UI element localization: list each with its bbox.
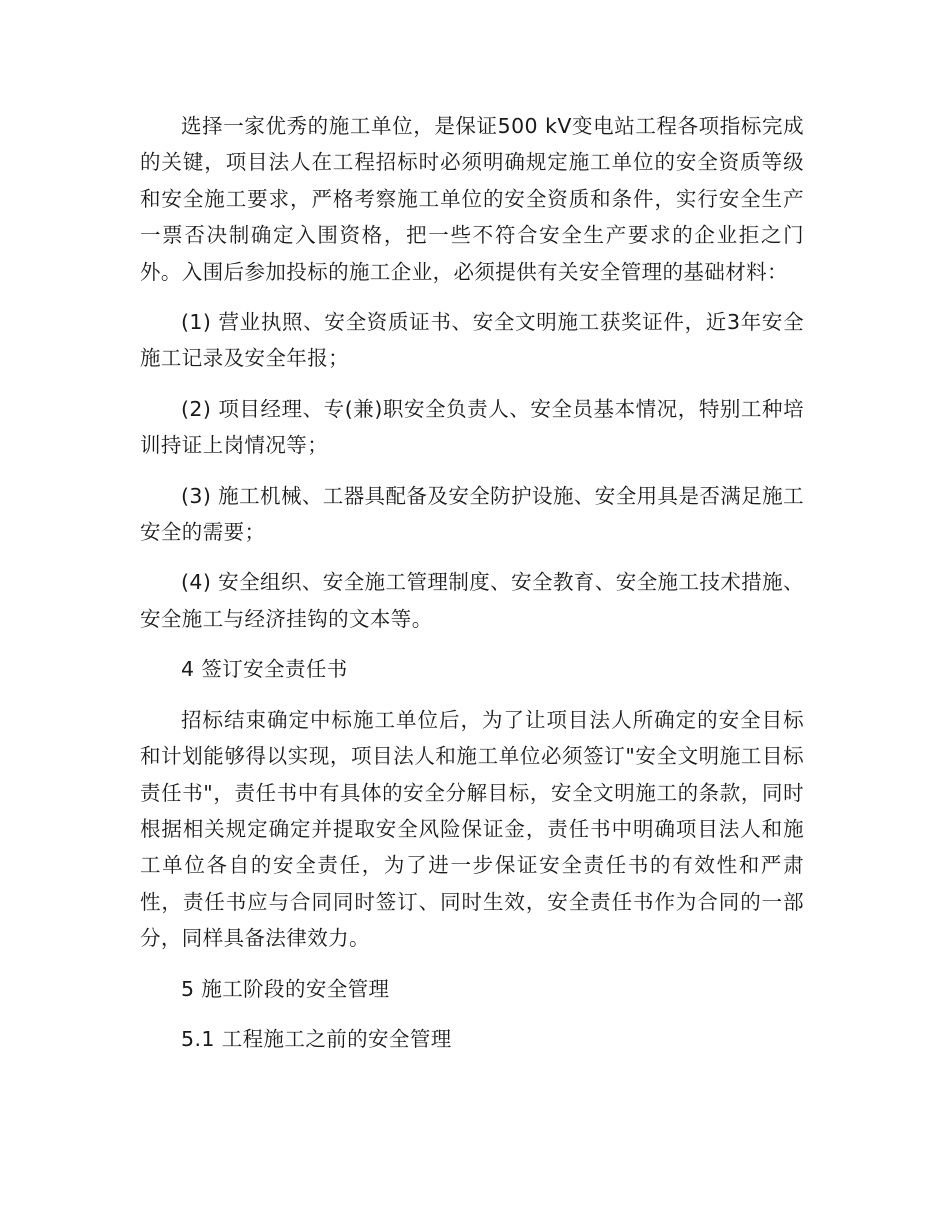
section-heading-4: 4 签订安全责任书 (181, 657, 348, 682)
section-heading-5: 5 施工阶段的安全管理 (181, 976, 390, 1001)
paragraph-contractor-selection: 选择一家优秀的施工单位，是保证500 kV变电站工程各项指标完成的关键，项目法人在工程招标时必须明确规定施工单位的安全资质等级和安全施工要求，严格考察施工单位的安全资质和条件，实行安全生产一票否决制确定入围资格，把一些不符合安全生产要求的企业拒之门外。入围后参加投标的施工企业，必须提供有关安全管理的基础材料： (140, 114, 804, 284)
list-item-1: (1) 营业执照、安全资质证书、安全文明施工获奖证件，近3年安全施工记录及安全年报； (140, 310, 804, 371)
list-item-2: (2) 项目经理、专(兼)职安全负责人、安全员基本情况，特别工种培训持证上岗情况等； (140, 396, 804, 458)
list-item-3: (3) 施工机械、工器具配备及安全防护设施、安全用具是否满足施工安全的需要； (140, 483, 804, 545)
paragraph-responsibility: 招标结束确定中标施工单位后，为了让项目法人所确定的安全目标和计划能够得以实现，项目法人和施工单位必须签订"安全文明施工目标责任书"，责任书中有具体的安全分解目标，安全文明施工的条款，同时根据相关规定确定并提取安全风险保证金，责任书中明确项目法人和施工单位各自的安全责任，为了进一步保证安全责任书的有效性和严肃性，责任书应与合同同时签订、同时生效，安全责任书作为合同的一部分，同样具备法律效力。 (140, 707, 804, 951)
section-heading-5-1: 5.1 工程施工之前的安全管理 (181, 1026, 452, 1051)
list-item-4: (4) 安全组织、安全施工管理制度、安全教育、安全施工技术措施、安全施工与经济挂钩的文本等。 (140, 570, 804, 631)
document-body (140, 108, 804, 1071)
